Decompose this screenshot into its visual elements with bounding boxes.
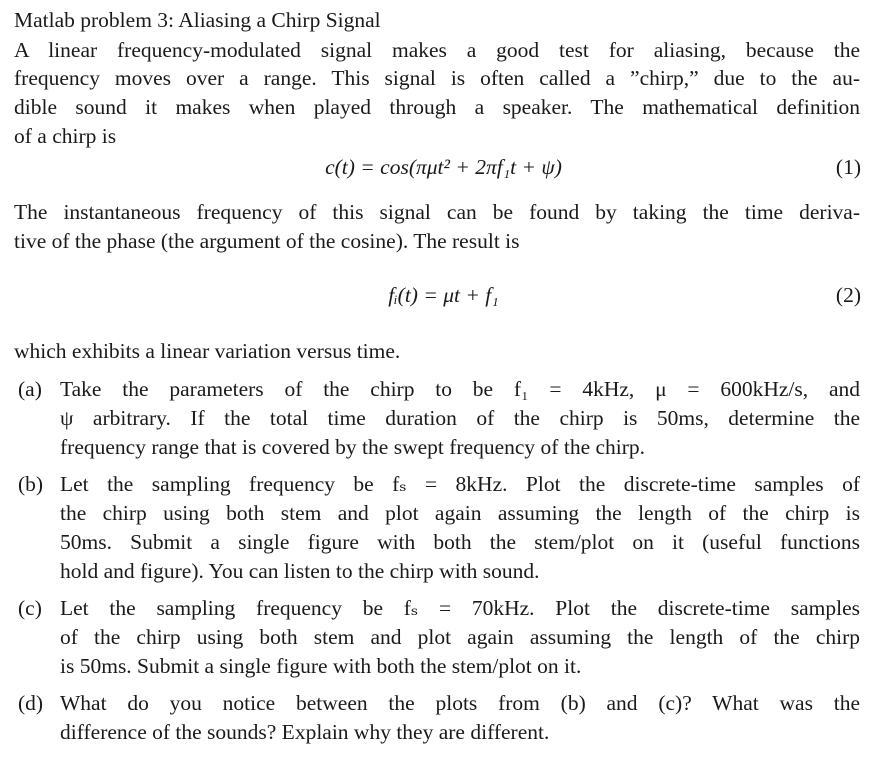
item-c-line: of the chirp using both stem and plot again assuming the length of the chirp (60, 625, 860, 649)
intro-line: of a chirp is (14, 124, 117, 148)
item-a-line: frequency range that is covered by the swept frequency of the chirp. (60, 435, 646, 459)
item-label-b: (b) (18, 472, 44, 496)
intro-line: frequency moves over a range. This signal is often called a ”chirp,” due to the au- (14, 66, 860, 90)
equation-1-number: (1) (835, 155, 861, 179)
equation-2-number: (2) (835, 283, 861, 307)
intro-line: A linear frequency-modulated signal makes a good test for aliasing, because the (14, 38, 860, 62)
item-b-line: the chirp using both stem and plot again assuming the length of the chirp is (60, 501, 860, 525)
item-c-line: Let the sampling frequency be fₛ = 70kHz. Plot the discrete-time samples (60, 596, 860, 620)
item-d-line: What do you notice between the plots from (b) and (c)? What was the (60, 691, 860, 715)
body-line: which exhibits a linear variation versus time. (14, 339, 401, 363)
equation-1-formula: c(t) = cos(πμt² + 2πf₁t + ψ) (325, 155, 562, 179)
item-a-line: Take the parameters of the chirp to be f₁ = 4kHz, μ = 600kHz/s, and (60, 377, 861, 401)
item-b-line: hold and figure). You can listen to the chirp with sound. (60, 559, 540, 583)
item-b-line: 50ms. Submit a single figure with both the stem/plot on it (useful functions (60, 530, 860, 554)
body-line: tive of the phase (the argument of the cosine). The result is (14, 229, 520, 253)
item-label-a: (a) (18, 377, 42, 401)
equation-2-formula: fᵢ(t) = μt + f₁ (388, 283, 499, 307)
body-line: The instantaneous frequency of this signal can be found by taking the time deriva- (14, 200, 860, 224)
item-label-d: (d) (18, 691, 44, 715)
item-d-line: difference of the sounds? Explain why they are different. (60, 720, 550, 744)
item-c-line: is 50ms. Submit a single figure with both the stem/plot on it. (60, 654, 582, 678)
item-b-line: Let the sampling frequency be fₛ = 8kHz. Plot the discrete-time samples of (60, 472, 860, 496)
item-a-line: ψ arbitrary. If the total time duration of the chirp is 50ms, determine the (60, 406, 860, 430)
intro-line: dible sound it makes when played through a speaker. The mathematical definition (14, 95, 860, 119)
item-label-c: (c) (18, 596, 42, 620)
problem-title: Matlab problem 3: Aliasing a Chirp Signal (14, 8, 381, 32)
